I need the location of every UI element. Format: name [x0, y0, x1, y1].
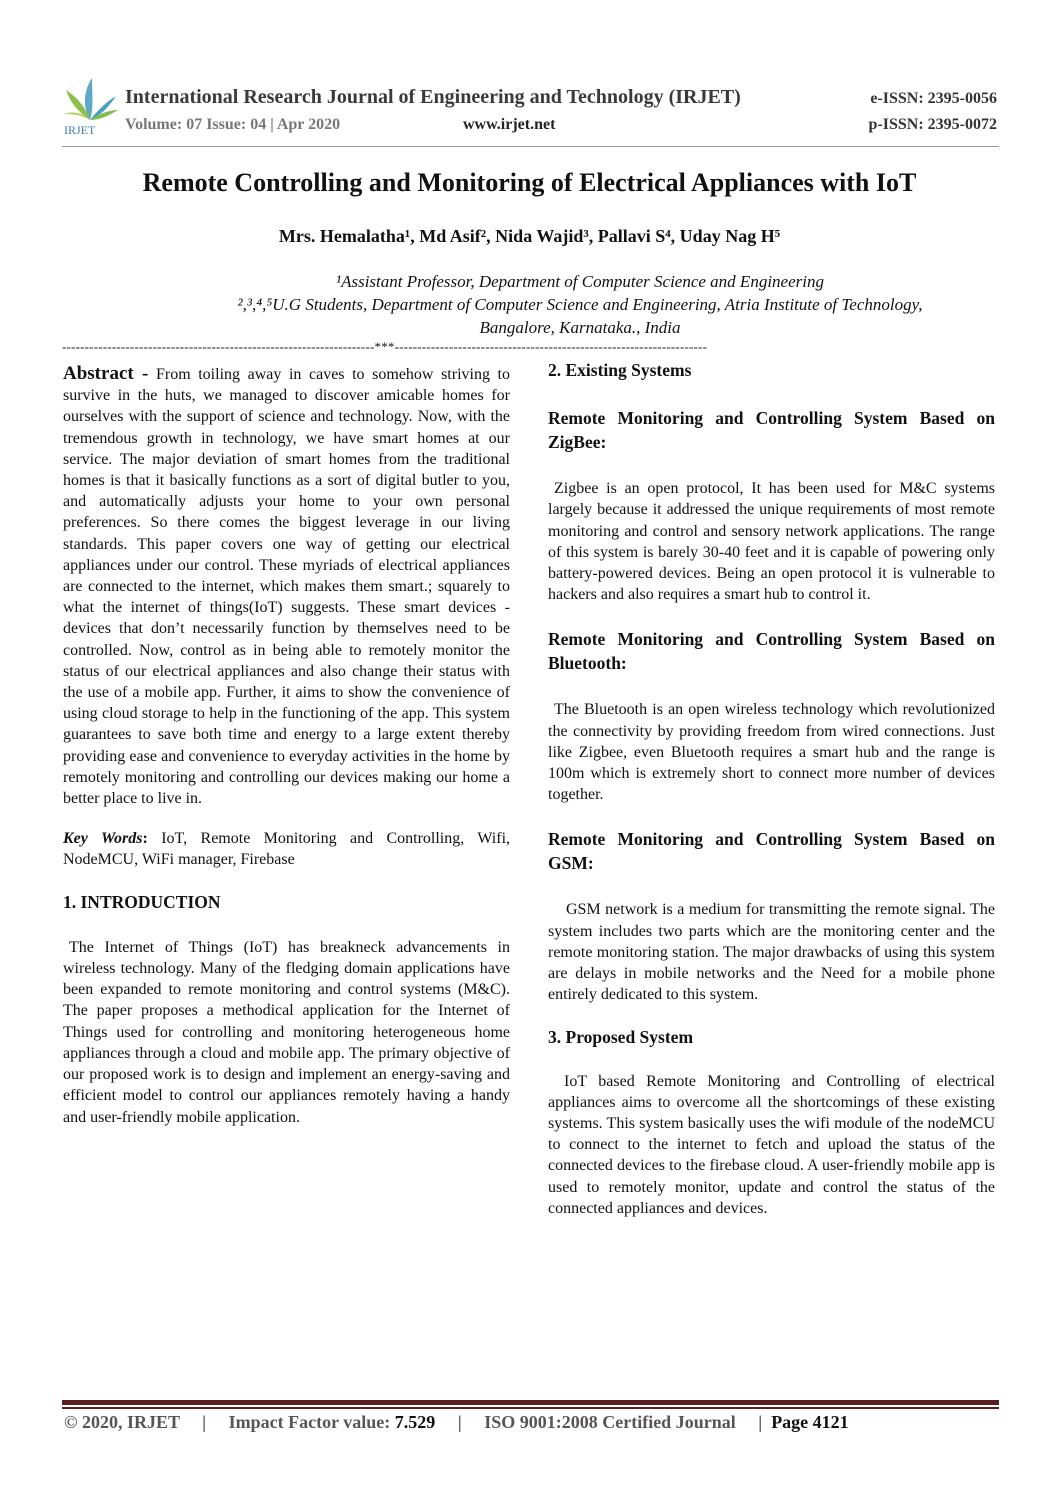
- left-column: [63, 363, 510, 1128]
- affiliation-1: ¹Assistant Professor, Department of Computer Science and Engineering: [336, 272, 824, 291]
- pissn: p-ISSN: 2395-0072: [868, 116, 997, 133]
- intro-text: The Internet of Things (IoT) has breakneck advancements in wireless technology. Many of the fledging domain applications have been expanded to remote monitoring and control systems (M&C). The paper proposes a methodical application for the Internet of Things used for controlling and monitoring heterogeneous home appliances through a cloud and mobile app. The primary objective of our proposed work is to design and implement an energy-saving and efficient model to control our appliances remotely having a handy and user-friendly mobile application.: [63, 938, 510, 1126]
- zigbee-text: Zigbee is an open protocol, It has been used for M&C systems largely because it addressed the unique requirements of most remote monitoring and control and sensory network applications. The range of this system is barely 30-40 feet and it is capable of powering only battery-powered devices. Being an open protocol it is vulnerable to hackers and also requires a smart hub to control it.: [548, 480, 995, 604]
- footer-bar-thin: [62, 1407, 999, 1409]
- affiliations: [160, 270, 1000, 339]
- keywords-text: IoT, Remote Monitoring and Controlling, Wifi, NodeMCU, WiFi manager, Firebase: [63, 830, 511, 869]
- paper-title: Remote Controlling and Monitoring of Electrical Appliances with IoT: [142, 168, 917, 197]
- affiliation-3: Bangalore, Karnataka., India: [479, 318, 681, 337]
- website-link[interactable]: www.irjet.net: [463, 116, 556, 133]
- proposed-text: IoT based Remote Monitoring and Controlling of electrical appliances aims to overcome all the shortcomings of these existing systems. This system basically uses the wifi module of the nodeMCU to connect to the internet to fetch and upload the status of the connected devices to the firebase cloud. A user-friendly mobile app is used to remotely monitor, update and control the status of the connected appliances and devices.: [548, 1072, 995, 1217]
- right-column: [548, 360, 995, 1219]
- eissn: e-ISSN: 2395-0056: [870, 90, 997, 107]
- keywords: Key Words: IoT, Remote Monitoring and Controlling, Wifi, NodeMCU, WiFi manager, Firebase: [63, 830, 511, 869]
- affiliation-2: ²,³,⁴,⁵U.G Students, Department of Computer Science and Engineering, Atria Institute of Technology,: [237, 295, 923, 314]
- authors: Mrs. Hemalatha¹, Md Asif², Nida Wajid³, Pallavi S⁴, Uday Nag H⁵: [278, 226, 781, 246]
- bluetooth-text: The Bluetooth is an open wireless technology which revolutionized the connectivity by providing freedom from wired connections. Just like Zigbee, even Bluetooth requires a smart hub and the range is 100m which is extremely short to connect more number of devices together.: [548, 701, 995, 804]
- svg-text:IRJET: IRJET: [64, 123, 96, 136]
- separator: ---------------------------------------------------------------------***---------------------------------------------------------------------: [62, 339, 708, 354]
- page-number: Page 4121: [771, 1412, 849, 1432]
- footer-bar: [62, 1400, 999, 1405]
- intro-heading: 1. INTRODUCTION: [63, 891, 221, 912]
- impact-value: 7.529: [394, 1412, 436, 1432]
- header-divider: [62, 146, 999, 147]
- irjet-logo-icon: [62, 76, 118, 136]
- keywords-label: Key Words: [63, 830, 143, 848]
- gsm-text: GSM network is a medium for transmitting the remote signal. The system includes two parts which are the monitoring center and the remote monitoring station. The major drawbacks of using this system are delays in mobile networks and the Need for a mobile phone entirely dedicated to this system.: [548, 901, 995, 1004]
- abstract: [63, 363, 510, 809]
- bluetooth-heading: Remote Monitoring and Controlling System Based on Bluetooth:: [548, 629, 995, 674]
- existing-heading: 2. Existing Systems: [548, 360, 692, 380]
- proposed-heading: 3. Proposed System: [548, 1027, 694, 1048]
- volume-issue: Volume: 07 Issue: 04 | Apr 2020: [125, 116, 341, 133]
- abstract-text: From toiling away in caves to somehow striving to survive in the huts, we managed to discover amicable homes for ourselves with the support of science and technology. Now, with the tremendous growth in technology, we have smart homes at our service. The major deviation of smart homes from the traditional homes is that it basically functions as a sort of digital butler to you, and automatically adjusts your home to your own personal preferences. So there comes the biggest leverage in our living standards. This paper covers one way of getting our electrical appliances under our control. These myriads of electrical appliances are connected to the internet, which makes them smart.; squarely to what the internet of things(IoT) suggests. These smart devices - devices that don’t necessarily function by themselves need to be controlled. Now, control as in being able to remotely monitor the status of our electrical appliances and also change their status with the use of a mobile app. Further, it aims to show the convenience of using cloud storage to help in the functioning of the app. This system guarantees to save both time and energy to a large extent thereby providing ease and convenience to everyday activities in the home by remotely monitoring and controlling our devices making our home a better place to live in.: [63, 366, 511, 808]
- impact-label: Impact Factor value:: [228, 1412, 395, 1432]
- iso-cert: ISO 9001:2008 Certified Journal: [484, 1412, 736, 1432]
- abstract-label: Abstract -: [63, 363, 149, 384]
- zigbee-heading: Remote Monitoring and Controlling System Based on ZigBee:: [548, 408, 995, 453]
- footer: © 2020, IRJET | Impact Factor value: 7.529 | ISO 9001:2008 Certified Journal | Page 4121: [64, 1412, 849, 1432]
- footer-copyright: © 2020, IRJET: [64, 1412, 180, 1432]
- gsm-heading: Remote Monitoring and Controlling System Based on GSM:: [548, 829, 995, 874]
- journal-name: International Research Journal of Engineering and Technology (IRJET): [125, 86, 741, 108]
